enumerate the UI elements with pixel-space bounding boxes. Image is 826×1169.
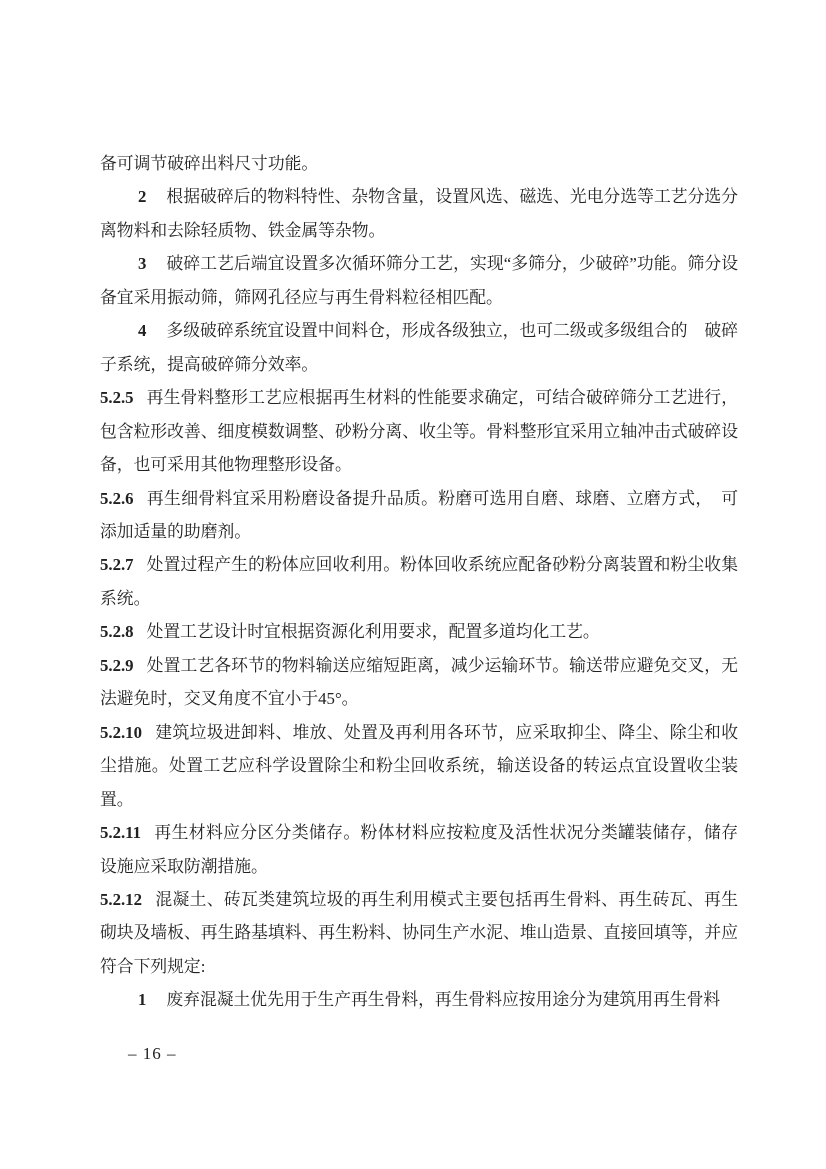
clause-number: 5.2.8 [100,622,134,642]
clause-number: 5.2.12 [100,889,142,909]
paragraph-clause-5-2-10 [100,716,738,816]
paragraph-continuation [100,147,738,180]
paragraph-clause-5-2-7 [100,548,738,615]
clause-number: 5.2.6 [100,488,134,508]
paragraph-item-1 [100,983,738,1016]
paragraph-text: 再生骨料整形工艺应根据再生材料的性能要求确定，可结合破碎筛分工艺进行，包含粒形改善、细度模数调整、砂粉分离、收尘等。骨料整形宜采用立轴冲击式破碎设备，也可采用其他物理整形设备。 [100,388,738,475]
paragraph-text: 再生细骨料宜采用粉磨设备提升品质。粉磨可选用自磨、球磨、立磨方式， 可添加适量的助磨剂。 [100,488,738,541]
paragraph-text: 混凝土、砖瓦类建筑垃圾的再生利用模式主要包括再生骨料、再生砖瓦、再生砌块及墙板、再生路基填料、再生粉料、协同生产水泥、堆山造景、直接回填等，并应符合下列规定: [100,889,738,976]
clause-number: 5.2.7 [100,555,134,575]
paragraph-clause-5-2-8 [100,615,738,648]
paragraph-text: 建筑垃圾进卸料、堆放、处置及再利用各环节，应采取抑尘、降尘、除尘和收尘措施。处置工艺应科学设置除尘和粉尘回收系统，输送设备的转运点宜设置收尘装置。 [100,722,738,809]
paragraph-text: 废弃混凝土优先用于生产再生骨料，再生骨料应按用途分为建筑用再生骨料 [166,990,721,1010]
clause-number: 5.2.11 [100,823,142,843]
paragraph-item-4 [100,314,738,381]
clause-number: 5.2.9 [100,655,134,675]
paragraph-text: 处置工艺设计时宜根据资源化利用要求，配置多道均化工艺。 [146,622,600,642]
paragraph-clause-5-2-11 [100,816,738,883]
paragraph-text: 处置工艺各环节的物料输送应缩短距离，减少运输环节。输送带应避免交叉，无法避免时，交叉角度不宜小于45°。 [100,655,738,709]
paragraph-text: 根据破碎后的物料特性、杂物含量，设置风选、磁选、光电分选等工艺分选分离物料和去除轻质物、铁金属等杂物。 [100,187,738,240]
page-number: – 16 – [128,1044,177,1063]
item-number: 4 [138,321,147,341]
paragraph-text: 备可调节破碎出料尺寸功能。 [100,154,319,173]
paragraph-clause-5-2-6 [100,482,738,549]
paragraph-clause-5-2-12 [100,883,738,983]
paragraph-text: 破碎工艺后端宜设置多次循环筛分工艺，实现“多筛分，少破碎”功能。筛分设备宜采用振动筛，筛网孔径应与再生骨料粒径相匹配。 [100,254,738,307]
paragraph-item-2 [100,180,738,247]
clause-number: 5.2.5 [100,388,134,408]
item-number: 3 [138,254,147,274]
paragraph-clause-5-2-5 [100,381,738,481]
body-text [100,147,738,1017]
paragraph-clause-5-2-9 [100,649,738,716]
item-number: 2 [138,187,147,207]
clause-number: 5.2.10 [100,722,142,742]
paragraph-item-3 [100,247,738,314]
paragraph-text: 多级破碎系统宜设置中间料仓，形成各级独立，也可二级或多级组合的 破碎子系统，提高破碎筛分效率。 [100,321,738,374]
paragraph-text: 处置过程产生的粉体应回收利用。粉体回收系统应配备砂粉分离装置和粉尘收集系统。 [100,555,738,608]
item-number: 1 [138,990,147,1010]
paragraph-text: 再生材料应分区分类储存。粉体材料应按粒度及活性状况分类罐装储存，储存设施应采取防潮措施。 [100,823,738,876]
